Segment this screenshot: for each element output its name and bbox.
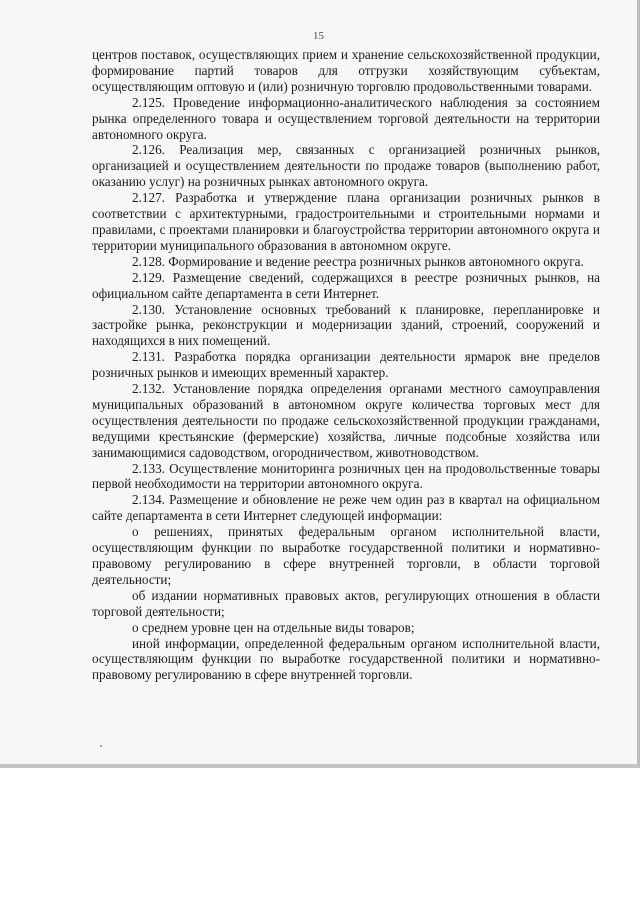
paragraph-2-132: 2.132. Установление порядка определения органами местного самоуправления муниципальных образований в автономном округе количества торговых мест для осуществления деятельности по продаже сельскохозяйственной продукции гражданами, ведущими крестьянские (фермерские) хозяйства, личные подсобные хозяйства или занимающимися садоводством, огородничеством, животноводством. (92, 381, 600, 460)
list-item-legal-acts: об издании нормативных правовых актов, регулирующих отношения в области торговой деятельности; (92, 587, 600, 619)
scan-speck (100, 745, 102, 747)
page-number: 15 (313, 30, 324, 42)
paragraph-2-130: 2.130. Установление основных требований к планировке, перепланировке и застройке рынка, реконструкции и модернизации зданий, строений, сооружений и находящихся в них помещений. (92, 301, 600, 349)
list-item-other-info: иной информации, определенной федеральным органом исполнительной власти, осуществляющим функции по выработке государственной политики и нормативно-правовому регулированию в сфере внутренней торговли. (92, 635, 600, 683)
document-body (92, 47, 600, 683)
paragraph-2-127: 2.127. Разработка и утверждение плана организации розничных рынков в соответствии с архитектурными, градостроительными и строительными нормами и правилами, с проектами планировки и благоустройства территории автономного округа и территории муниципального образования в автономном округе. (92, 190, 600, 253)
paragraph-2-134: 2.134. Размещение и обновление не реже чем один раз в квартал на официальном сайте департамента в сети Интернет следующей информации: (92, 492, 600, 524)
list-item-decisions: о решениях, принятых федеральным органом исполнительной власти, осуществляющим функции по выработке государственной политики и нормативно-правовому регулированию в сфере внутренней торговли, в области торговой деятельности; (92, 524, 600, 587)
paragraph-continuation: центров поставок, осуществляющих прием и хранение сельскохозяйственной продукции, формирование партий товаров для отгрузки хозяйствующим субъектам, осуществляющим оптовую и (или) розничную торговлю продовольственными товарами. (92, 47, 600, 94)
paragraph-2-129: 2.129. Размещение сведений, содержащихся в реестре розничных рынков, на официальном сайте департамента в сети Интернет. (92, 269, 600, 301)
list-item-average-prices: о среднем уровне цен на отдельные виды товаров; (132, 619, 415, 635)
paragraph-2-128: 2.128. Формирование и ведение реестра розничных рынков автономного округа. (132, 253, 584, 269)
paragraph-2-133: 2.133. Осуществление мониторинга розничных цен на продовольственные товары первой необходимости на территории автономного округа. (92, 460, 600, 492)
blank-area (0, 768, 640, 905)
paragraph-2-126: 2.126. Реализация мер, связанных с организацией розничных рынков, организацией и осуществлением деятельности по продаже товаров (выполнению работ, оказанию услуг) на розничных рынках автономного округа. (92, 142, 600, 190)
paragraph-2-125: 2.125. Проведение информационно-аналитического наблюдения за состоянием рынка определенного товара и осуществлением торговой деятельности на территории автономного округа. (92, 94, 600, 142)
paragraph-2-131: 2.131. Разработка порядка организации деятельности ярмарок вне пределов розничных рынков и имеющих временный характер. (92, 349, 600, 381)
